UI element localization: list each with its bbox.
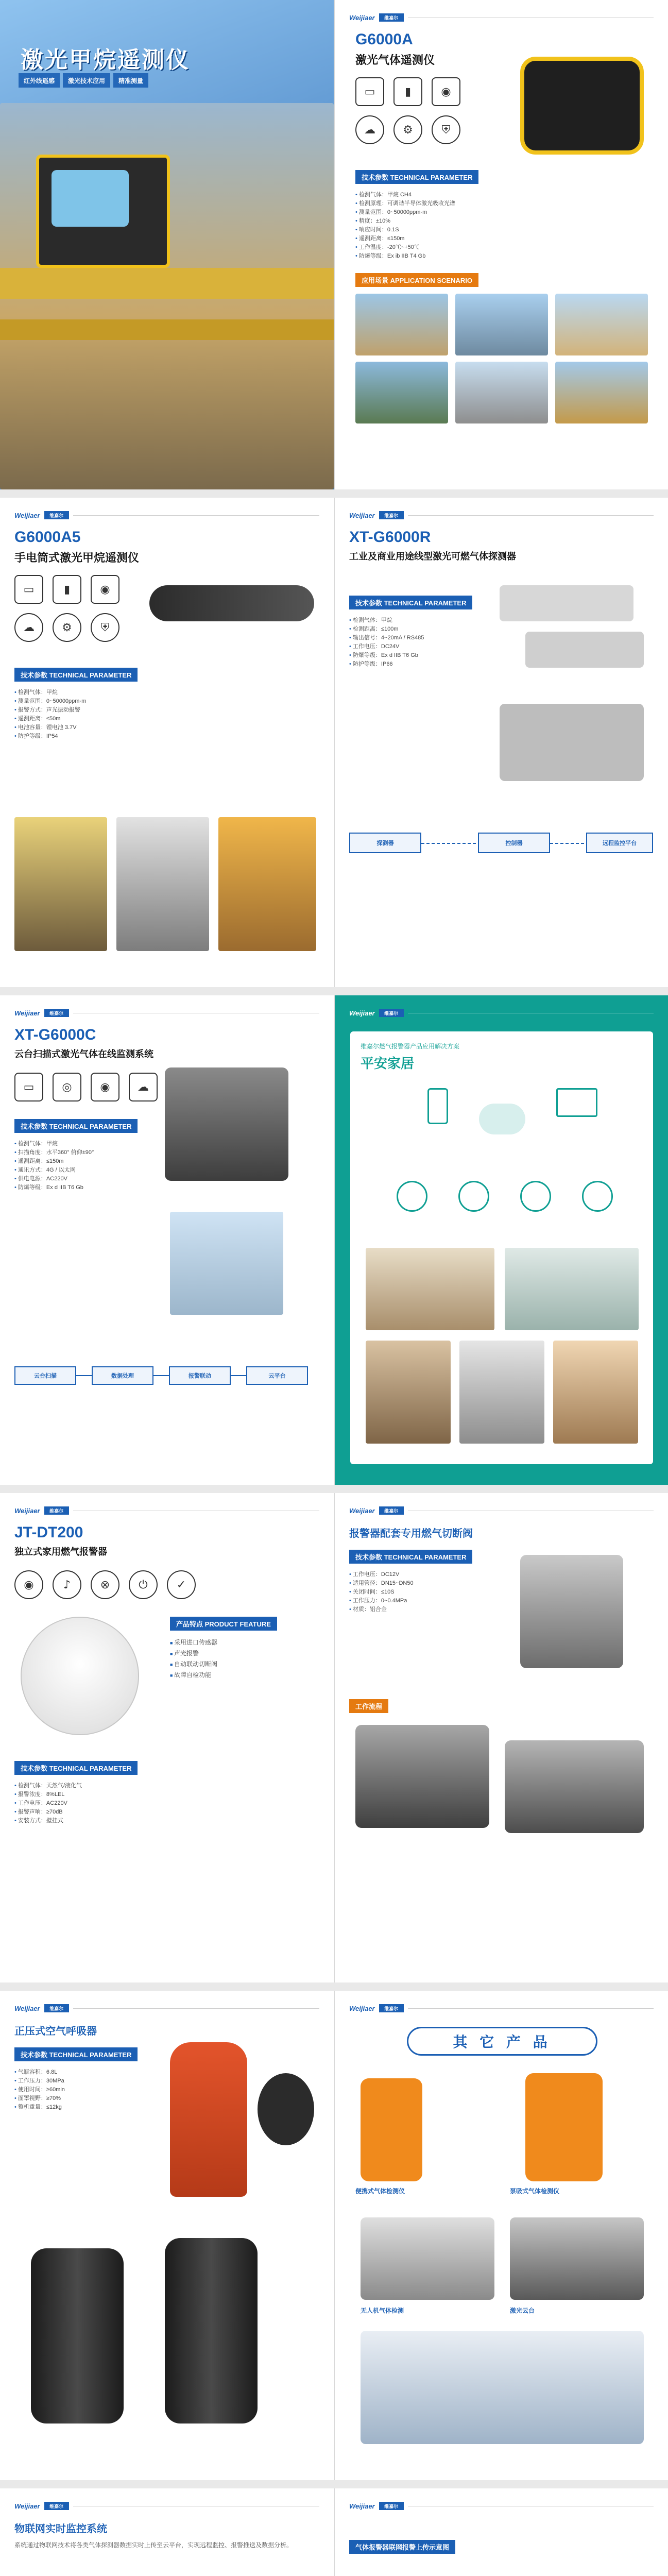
shield-icon: ⛨	[432, 115, 460, 144]
brand-logo: Weijiaer	[349, 511, 375, 519]
check-icon: ✓	[167, 1570, 196, 1599]
breathing-apparatus-page	[0, 1991, 334, 2480]
product-name: 报警器配套专用燃气切断阀	[349, 1528, 473, 1539]
gas-icon: ☁	[129, 1073, 158, 1101]
scene-photo	[555, 294, 648, 355]
other-products-page	[334, 1991, 668, 2480]
brand-logo: Weijiaer	[349, 13, 375, 22]
section-paragraph: 系统通过物联网技术将各类气体探测器数据实时上传至云平台，实现远程监控、报警推送及数据分析。	[14, 2541, 293, 2549]
shutoff-valve-page	[334, 1493, 668, 1982]
cover-band-item: 精准测量	[113, 73, 148, 88]
usage-photo	[116, 817, 209, 951]
brand-logo: Weijiaer	[349, 1009, 375, 1017]
spec-item: • 检测气体：甲烷	[349, 616, 493, 625]
pipeline-graphic-2	[0, 319, 334, 340]
pump-detector-photo	[525, 2073, 603, 2181]
feature-item: ■ 声光报警	[170, 1648, 314, 1659]
brand-header	[14, 1504, 319, 1517]
spec-item: • 测量范围：0~50000ppm·m	[355, 208, 644, 217]
usage-photo	[14, 817, 107, 951]
breathing-mask-photo	[258, 2073, 314, 2145]
model-title: G6000A5	[14, 529, 81, 546]
feature-tag: 产品特点 PRODUCT FEATURE	[170, 1617, 277, 1631]
signal-icon: ◉	[432, 77, 460, 106]
params-tag: 技术参数 TECHNICAL PARAMETER	[14, 1761, 138, 1775]
spec-item: • 报警浓度：8%LEL	[14, 1790, 303, 1799]
spread-6	[0, 2488, 668, 2576]
alarm-device-icon	[397, 1181, 427, 1212]
brand-header	[349, 1504, 654, 1517]
scene-photo	[555, 362, 648, 423]
spec-item: • 检测距离：≤100m	[349, 625, 493, 634]
spec-item: • 工作温度：-20℃~+50℃	[355, 243, 644, 252]
spec-item: • 工作电压：DC12V	[349, 1570, 504, 1579]
ptz-device-photo	[165, 1067, 288, 1181]
flow-connector	[550, 843, 586, 844]
spec-item: • 遥测距离：≤150m	[355, 234, 644, 243]
solution-title: 平安家居	[361, 1056, 415, 1071]
brand-header	[14, 1007, 319, 1019]
section-title: 物联网实时监控系统	[14, 2523, 107, 2535]
feature-icons	[355, 77, 479, 144]
alarm-upload-page	[334, 2488, 668, 2576]
brand-logo: Weijiaer	[349, 2004, 375, 2012]
cover-band	[19, 73, 148, 88]
air-cylinder-photo	[31, 2248, 124, 2424]
jt-dt200-page	[0, 1493, 334, 1982]
cover-title: 激光甲烷遥测仪	[21, 47, 190, 73]
brand-badge: 维嘉尔	[44, 2004, 69, 2012]
g6000a-device-photo	[520, 57, 644, 155]
feature-item: ■ 自动联动切断阀	[170, 1659, 314, 1670]
model-title: G6000A	[355, 31, 413, 48]
signal-icon: ◉	[91, 575, 119, 604]
specs-list	[355, 191, 644, 261]
spec-item: • 检测原理：可调谐半导体激光吸收光谱	[355, 199, 644, 208]
header-rule	[73, 515, 319, 516]
flashlight-device-photo	[149, 585, 314, 621]
scene-photo	[553, 1341, 638, 1444]
spec-item: • 遥测距离：≤150m	[14, 1157, 159, 1166]
detector-large-photo	[500, 704, 644, 781]
brand-logo: Weijiaer	[14, 2502, 40, 2510]
portable-detector-photo	[361, 2078, 422, 2181]
device-screen	[52, 170, 129, 227]
spec-item: • 工作电压：DC24V	[349, 642, 493, 651]
params-tag: 技术参数 TECHNICAL PARAMETER	[14, 668, 138, 682]
flow-step: 报警联动	[169, 1366, 231, 1385]
detector-photo	[525, 632, 644, 668]
brand-logo: Weijiaer	[14, 2004, 40, 2012]
feature-list	[170, 1637, 314, 1681]
pole-install-photo	[170, 1212, 283, 1315]
product-name: 激光气体遥测仪	[355, 54, 435, 66]
feature-icons	[14, 575, 133, 642]
scene-photo	[366, 1248, 494, 1330]
flow-step: 远程监控平台	[586, 833, 653, 853]
spec-item: • 报警方式：声光振动报警	[14, 706, 159, 715]
page-gap	[0, 987, 668, 995]
spec-item: • 检测气体：甲烷	[14, 1140, 159, 1148]
cover-band-item: 红外线遥感	[19, 73, 60, 88]
workflow-tag: 工作流程	[349, 1699, 388, 1713]
model-title: XT-G6000R	[349, 529, 431, 546]
feature-icons	[14, 1570, 196, 1599]
valve-icon: ⊗	[91, 1570, 119, 1599]
spec-item: • 遥测距离：≤50m	[14, 715, 159, 723]
flow-connector	[153, 1375, 169, 1376]
page-gap	[0, 489, 668, 498]
brand-badge: 维嘉尔	[379, 13, 404, 22]
alarm-device-icon	[520, 1181, 551, 1212]
screen-icon: ▭	[14, 1073, 43, 1101]
valve-photo-large	[505, 1740, 644, 1833]
header-rule	[408, 515, 654, 516]
screen-icon: ▭	[355, 77, 384, 106]
alarm-device-icon	[582, 1181, 613, 1212]
flow-connector	[76, 1375, 92, 1376]
product-name: 工业及商业用途线型激光可燃气体探测器	[349, 551, 516, 562]
signal-icon: ◉	[91, 1073, 119, 1101]
scene-photo	[459, 1341, 544, 1444]
spec-item: • 供电电源：AC220V	[14, 1175, 159, 1183]
brand-header	[349, 2500, 654, 2512]
spec-item: • 电池容量：锂电池 3.7V	[14, 723, 159, 732]
brand-logo: Weijiaer	[14, 1506, 40, 1515]
spread-2	[0, 498, 668, 987]
params-tag: 技术参数 TECHNICAL PARAMETER	[14, 2047, 138, 2061]
spec-item: • 输出信号：4~20mA / RS485	[349, 634, 493, 642]
brand-badge: 维嘉尔	[379, 2502, 404, 2510]
flow-step: 云台扫描	[14, 1366, 76, 1385]
spread-1	[0, 0, 668, 489]
spec-item: • 检测气体：甲烷 CH4	[355, 191, 644, 199]
spec-item: • 关闭时间：≤10S	[349, 1588, 504, 1597]
air-cylinder-photo	[165, 2238, 258, 2424]
spec-item: • 适用管径：DN15~DN50	[349, 1579, 504, 1588]
spec-item: • 整机重量：≤12kg	[14, 2103, 169, 2112]
cover-band-item: 激光技术应用	[63, 73, 110, 88]
protective-suit-photo	[170, 2042, 247, 2197]
page-gap	[0, 2480, 668, 2488]
spec-item: • 防护等级：IP66	[349, 660, 493, 669]
brand-header	[349, 11, 654, 24]
brand-logo: Weijiaer	[14, 1009, 40, 1017]
brand-badge: 维嘉尔	[44, 1506, 69, 1515]
valve-photo	[520, 1555, 623, 1668]
feature-icons	[14, 1073, 158, 1101]
scene-photo	[455, 362, 548, 423]
pipeline-graphic	[0, 268, 334, 299]
flow-step: 云平台	[246, 1366, 308, 1385]
g6000a-page	[334, 0, 668, 489]
settings-icon: ⚙	[393, 115, 422, 144]
xt-g6000r-page	[334, 498, 668, 987]
drone-photo	[361, 2217, 494, 2300]
brand-badge: 维嘉尔	[379, 1506, 404, 1515]
product-name: 独立式家用燃气报警器	[14, 1547, 107, 1557]
brand-logo: Weijiaer	[349, 1506, 375, 1515]
specs-list	[14, 688, 159, 741]
solution-header: 维嘉尔燃气报警器产品应用解决方案	[361, 1043, 460, 1050]
shield-icon: ⛨	[91, 613, 119, 642]
scene-photo	[355, 362, 448, 423]
g6000a5-page	[0, 498, 334, 987]
spec-item: • 防护等级：IP54	[14, 732, 159, 741]
spec-item: • 工作压力：30MPa	[14, 2077, 169, 2086]
page-gap	[0, 1982, 668, 1991]
spec-item: • 防爆等级：Ex d IIB T6 Gb	[349, 651, 493, 660]
flow-step: 探测器	[349, 833, 421, 853]
params-tag: 技术参数 TECHNICAL PARAMETER	[14, 1119, 138, 1133]
usage-photo	[218, 817, 316, 951]
scene-photo	[355, 294, 448, 355]
flow-connector	[231, 1375, 246, 1376]
brand-header	[14, 509, 319, 521]
spec-item: • 使用时间：≥60min	[14, 2086, 169, 2094]
product-name: 正压式空气呼吸器	[14, 2026, 97, 2037]
spec-item: • 响应时间：0.1S	[355, 226, 644, 234]
header-rule	[408, 2008, 654, 2009]
spec-item: • 面罩视野：≥70%	[14, 2094, 169, 2103]
product-caption: 激光云台	[510, 2307, 535, 2314]
spec-item: • 材质：铝合金	[349, 1605, 504, 1614]
feature-item: ■ 故障自检功能	[170, 1670, 314, 1681]
brand-header	[14, 2002, 319, 2014]
spec-item: • 工作压力：0~0.4MPa	[349, 1597, 504, 1605]
model-title: JT-DT200	[14, 1524, 83, 1541]
params-tag: 技术参数 TECHNICAL PARAMETER	[349, 1550, 472, 1564]
gas-icon: ☁	[14, 613, 43, 642]
spec-item: • 检测气体：甲烷	[14, 688, 159, 697]
flow-step: 控制器	[478, 833, 550, 853]
spec-item: • 通讯方式：4G / 以太网	[14, 1166, 159, 1175]
cover-page	[0, 0, 334, 489]
battery-icon: ▮	[393, 77, 422, 106]
brand-header	[14, 2500, 319, 2512]
brand-badge: 维嘉尔	[379, 2004, 404, 2012]
phone-icon	[427, 1088, 448, 1124]
spec-item: • 测量范围：0~50000ppm·m	[14, 697, 159, 706]
params-tag: 技术参数 TECHNICAL PARAMETER	[349, 596, 472, 609]
sensor-icon: ◉	[14, 1570, 43, 1599]
scene-photo	[366, 1341, 451, 1444]
spread-5	[0, 1991, 668, 2480]
brand-badge: 维嘉尔	[44, 2502, 69, 2510]
spec-item: • 检测气体：天然气/液化气	[14, 1782, 303, 1790]
product-name: 手电筒式激光甲烷遥测仪	[14, 551, 140, 564]
scene-photo	[505, 1248, 639, 1330]
spec-item: • 防爆等级：Ex d IIB T6 Gb	[14, 1183, 159, 1192]
specs-list	[349, 1570, 504, 1614]
specs-list	[349, 616, 493, 669]
product-caption: 无人机气体检测	[361, 2307, 404, 2314]
camera-icon: ◎	[53, 1073, 81, 1101]
valve-photo-large	[355, 1725, 489, 1828]
settings-icon: ⚙	[53, 613, 81, 642]
spread-4	[0, 1493, 668, 1982]
diagram-title: 气体报警器联网报警上传示意图	[349, 2540, 455, 2554]
monitor-icon	[556, 1088, 597, 1117]
brand-badge: 维嘉尔	[44, 511, 69, 519]
xt-g6000c-page	[0, 995, 334, 1485]
sound-icon: ♪	[53, 1570, 81, 1599]
brand-badge: 维嘉尔	[379, 511, 404, 519]
spec-item: • 报警声响：≥70dB	[14, 1808, 303, 1817]
params-tag: 技术参数 TECHNICAL PARAMETER	[355, 170, 478, 184]
power-icon: ⏻	[129, 1570, 158, 1599]
brand-header	[349, 1007, 654, 1019]
home-alarm-photo	[21, 1617, 139, 1735]
spread-3	[0, 995, 668, 1485]
brand-badge: 维嘉尔	[44, 1009, 69, 1017]
application-tag: 应用场景 APPLICATION SCENARIO	[355, 273, 478, 287]
gas-icon: ☁	[355, 115, 384, 144]
alarm-device-icon	[458, 1181, 489, 1212]
brand-logo: Weijiaer	[349, 2502, 375, 2510]
model-title: XT-G6000C	[14, 1026, 96, 1043]
spec-item: • 工作电压：AC220V	[14, 1799, 303, 1808]
header-rule	[73, 2008, 319, 2009]
ptz-photo	[510, 2217, 644, 2300]
solution-card	[350, 1031, 653, 1464]
specs-list	[14, 1140, 159, 1192]
iot-monitoring-page	[0, 2488, 334, 2576]
other-products-header: 其 它 产 品	[407, 2027, 597, 2056]
smart-home-page	[334, 995, 668, 1485]
drone-photo	[361, 2331, 644, 2444]
feature-item: ■ 采用进口传感器	[170, 1637, 314, 1648]
spec-item: • 精度：±10%	[355, 217, 644, 226]
scene-photo	[455, 294, 548, 355]
product-name: 云台扫描式激光气体在线监测系统	[14, 1049, 153, 1059]
spec-item: • 气瓶容积：6.8L	[14, 2068, 169, 2077]
detector-photo	[500, 585, 633, 621]
product-caption: 泵吸式气体检测仪	[510, 2188, 560, 2195]
brand-logo: Weijiaer	[14, 511, 40, 519]
spec-item: • 扫描角度：水平360° 俯仰±90°	[14, 1148, 159, 1157]
spec-item: • 安装方式：壁挂式	[14, 1817, 303, 1825]
brand-header	[349, 509, 654, 521]
brand-badge: 维嘉尔	[379, 1009, 404, 1017]
brand-header	[349, 2002, 654, 2014]
page-gap	[0, 1485, 668, 1493]
flow-connector	[421, 843, 478, 844]
cloud-icon	[479, 1104, 525, 1134]
product-caption: 便携式气体检测仪	[355, 2188, 405, 2195]
specs-list	[14, 1782, 303, 1825]
specs-list	[14, 2068, 169, 2112]
spec-item: • 防爆等级：Ex ib IIB T4 Gb	[355, 252, 644, 261]
screen-icon: ▭	[14, 575, 43, 604]
flow-step: 数据处理	[92, 1366, 153, 1385]
battery-icon: ▮	[53, 575, 81, 604]
